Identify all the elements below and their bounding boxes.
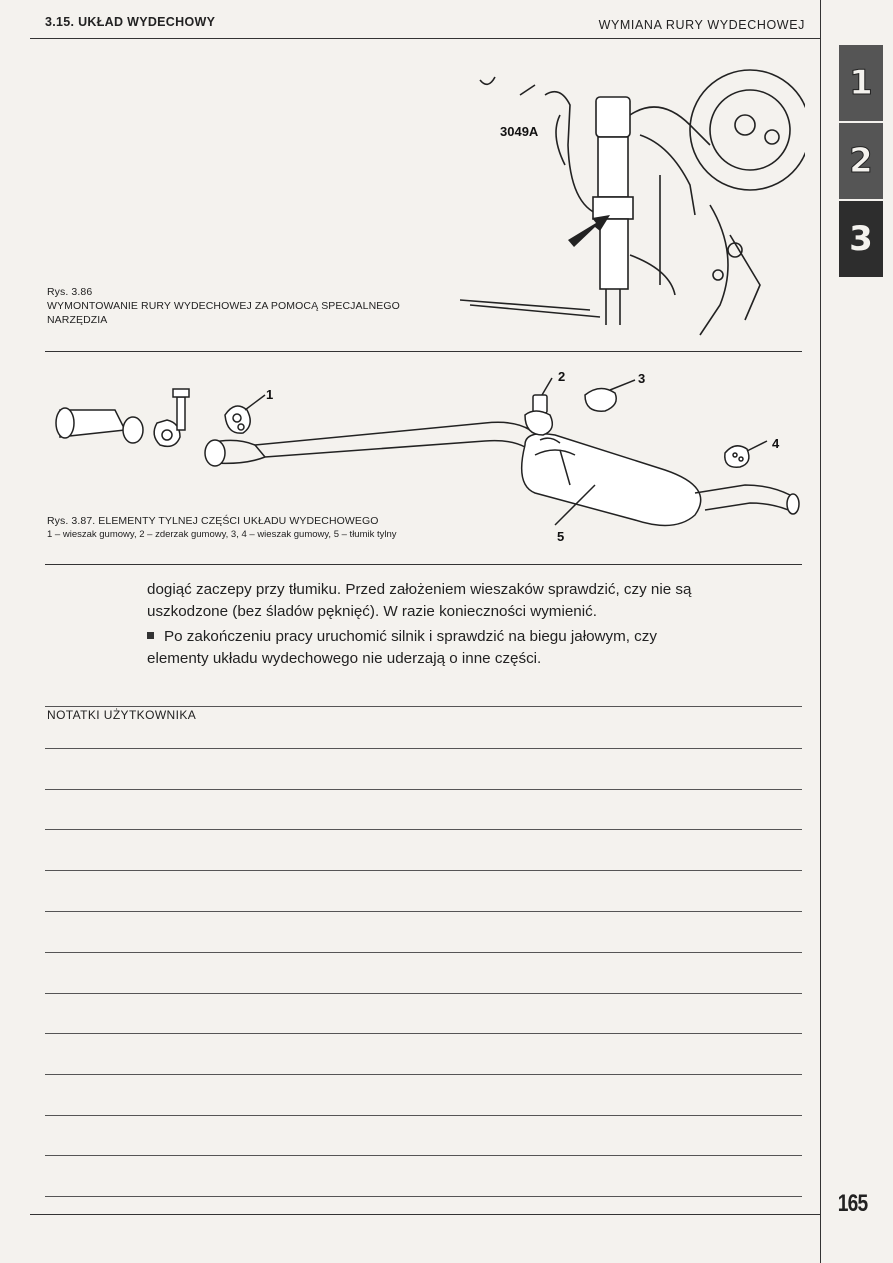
tool-callout: 3049A <box>500 124 539 139</box>
topic-title: WYMIANA RURY WYDECHOWEJ <box>598 18 805 32</box>
bullet-square-icon <box>147 632 154 639</box>
note-line <box>45 1033 802 1034</box>
figure-386-illustration <box>460 55 805 340</box>
note-line <box>45 870 802 871</box>
callout-4: 4 <box>772 436 780 451</box>
note-line <box>45 993 802 994</box>
chapter-tab-3-label: 3 <box>849 219 873 259</box>
note-line <box>45 1115 802 1116</box>
paragraph-1: dogiąć zaczepy przy tłumiku. Przed założeniem wieszaków sprawdzić, czy nie są uszkodzone (bez śladów pęknięć). W razie konieczności wymienić. <box>147 581 692 620</box>
note-line <box>45 911 802 912</box>
figure-387-rule <box>45 564 802 565</box>
figure-386-rule <box>45 351 802 352</box>
page-number: 165 <box>837 1190 868 1217</box>
figure-387-label: Rys. 3.87. ELEMENTY TYLNEJ CZĘŚCI UKŁADU WYDECHOWEGO <box>47 515 379 527</box>
chapter-tab-1-label: 1 <box>849 63 873 103</box>
right-margin-rule <box>820 0 821 1263</box>
callout-2: 2 <box>558 369 566 384</box>
paragraph-2 <box>147 626 717 670</box>
chapter-tab-3[interactable] <box>839 199 883 277</box>
instruction-text <box>147 579 717 673</box>
notes-title: NOTATKI UŻYTKOWNIKA <box>47 708 197 722</box>
figure-386-text: WYMONTOWANIE RURY WYDECHOWEJ ZA POMOCĄ SPECJALNEGO NARZĘDZIA <box>47 300 400 326</box>
paragraph-2-text: Po zakończeniu pracy uruchomić silnik i sprawdzić na biegu jałowym, czy elementy układu wydechowego nie uderzają o inne części. <box>147 628 657 667</box>
callout-3: 3 <box>638 371 646 386</box>
chapter-tab-2-label: 2 <box>849 141 873 181</box>
note-line <box>45 1196 802 1197</box>
chapter-tab-1[interactable] <box>839 43 883 121</box>
note-line <box>45 789 802 790</box>
notes-rule <box>45 706 802 707</box>
note-line <box>45 748 802 749</box>
figure-387-illustration <box>55 375 805 535</box>
note-line <box>45 1155 802 1156</box>
callout-1: 1 <box>266 387 274 402</box>
chapter-tab-2[interactable] <box>839 121 883 199</box>
footer-rule <box>30 1214 820 1215</box>
figure-387-legend: 1 – wieszak gumowy, 2 – zderzak gumowy, 3, 4 – wieszak gumowy, 5 – tłumik tylny <box>47 529 397 540</box>
note-line <box>45 829 802 830</box>
note-line <box>45 952 802 953</box>
note-line <box>45 1074 802 1075</box>
callout-5: 5 <box>557 529 565 544</box>
figure-387-caption <box>47 514 567 542</box>
header-rule <box>30 38 820 39</box>
section-title: 3.15. UKŁAD WYDECHOWY <box>45 15 216 29</box>
figure-386-caption <box>47 285 447 327</box>
figure-386-label: Rys. 3.86 <box>47 286 93 298</box>
